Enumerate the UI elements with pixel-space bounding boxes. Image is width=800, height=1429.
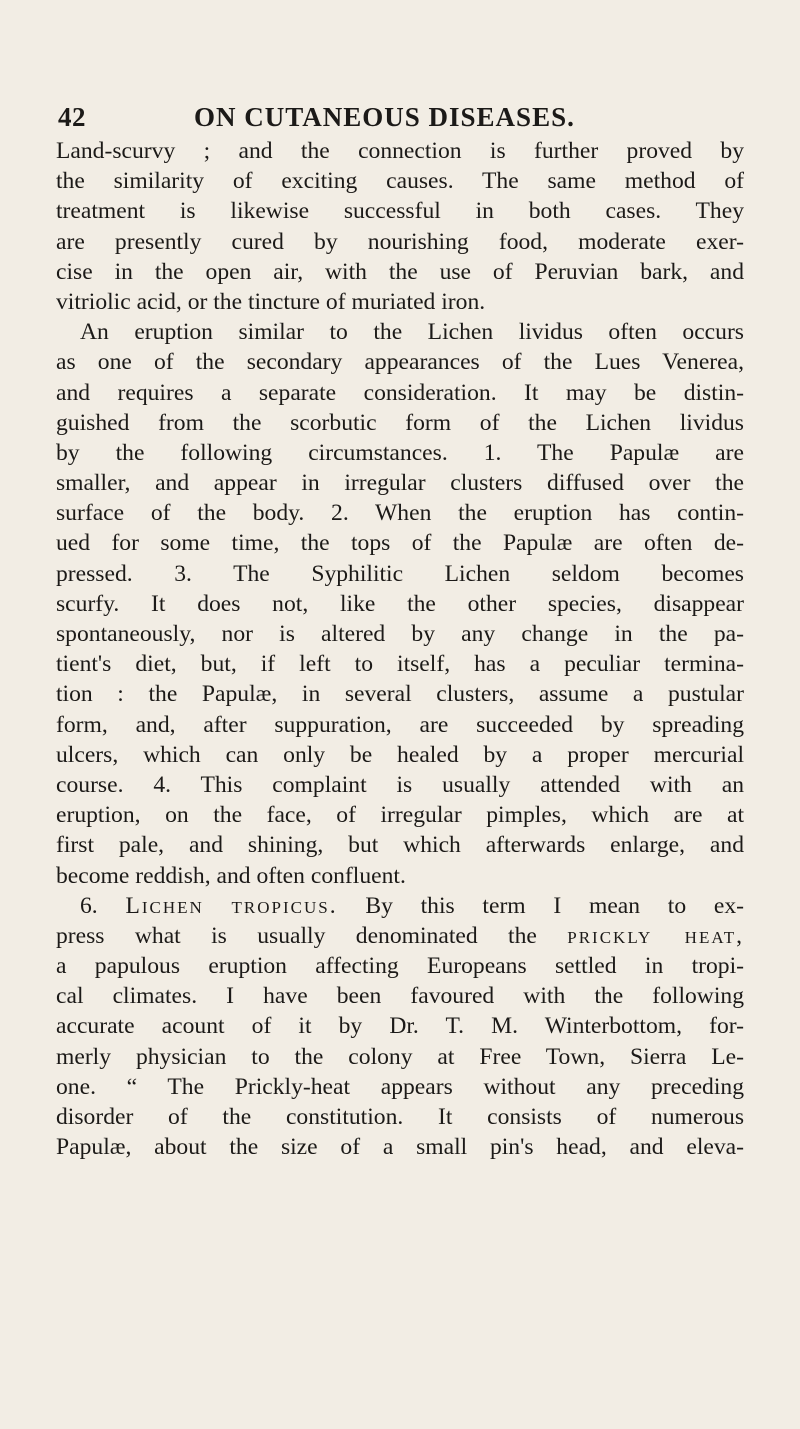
text-line: disorder of the constitution. It consists of numerous (56, 1104, 744, 1130)
text-line: first pale, and shining, but which afterwards enlarge, and (56, 832, 744, 859)
text-line: tient's diet, but, if left to itself, has a peculiar termina- (56, 651, 744, 678)
text-line: form, and, after suppuration, are succeeded by spreading (56, 711, 744, 738)
text-line: the similarity of exciting causes. The same method of (56, 168, 744, 195)
text-line: cise in the open air, with the use of Peruvian bark, and (56, 258, 744, 285)
body-text (56, 136, 744, 1162)
text-line: tion : the Papulæ, in several clusters, assume a pustular (56, 681, 744, 708)
text-line: accurate acount of it by Dr. T. M. Winterbottom, for- (56, 1013, 744, 1040)
text-line: as one of the secondary appearances of the Lues Venerea, (56, 349, 744, 376)
text-line: cal climates. I have been favoured with the following (56, 983, 744, 1010)
section-heading-line (56, 891, 744, 921)
page-number: 42 (58, 102, 86, 132)
text-line: ued for some time, the tops of the Papulæ are often de- (56, 530, 744, 557)
section-heading-species: tropicus. (231, 892, 338, 919)
text-line: scurfy. It does not, like the other species, disappear (56, 590, 744, 617)
text-segment: press what is usually denominated the (56, 922, 568, 949)
text-line: ulcers, which can only be healed by a proper mercurial (56, 741, 744, 768)
section-heading-rest: By this term I mean to ex- (337, 892, 744, 919)
text-line: are presently cured by nourishing food, moderate exer- (56, 228, 744, 255)
text-line (56, 921, 744, 951)
text-line: pressed. 3. The Syphilitic Lichen seldom becomes (56, 560, 744, 587)
text-line: surface of the body. 2. When the eruption has contin- (56, 500, 744, 527)
text-line: vitriolic acid, or the tincture of muriated iron. (56, 288, 486, 315)
paragraph-start-line: An eruption similar to the Lichen lividus often occurs (80, 319, 744, 346)
text-line: merly physician to the colony at Free Town, Sierra Le- (56, 1043, 744, 1070)
text-line: Land-scurvy ; and the connection is further proved by (56, 138, 744, 164)
text-line: become reddish, and often confluent. (56, 862, 406, 889)
text-line: treatment is likewise successful in both cases. They (56, 198, 744, 225)
text-line: smaller, and appear in irregular clusters diffused over the (56, 470, 744, 497)
text-line: guished from the scorbutic form of the Lichen lividus (56, 409, 744, 436)
text-line: by the following circumstances. 1. The Papulæ are (56, 439, 744, 466)
text-line: eruption, on the face, of irregular pimples, which are at (56, 802, 744, 829)
text-line: spontaneously, nor is altered by any change in the pa- (56, 621, 744, 647)
text-line: a papulous eruption affecting Europeans settled in tropi- (56, 953, 744, 980)
text-line: course. 4. This complaint is usually attended with an (56, 771, 744, 798)
running-title: ON CUTANEOUS DISEASES. (194, 102, 575, 132)
text-line: one. “ The Prickly-heat appears without any preceding (56, 1073, 744, 1100)
text-line: Papulæ, about the size of a small pin's head, and eleva- (56, 1134, 744, 1161)
running-head (58, 102, 758, 136)
term-prickly-heat: prickly heat, (567, 922, 744, 949)
section-heading-genus: Lichen (125, 892, 204, 919)
section-number: 6. (80, 892, 98, 919)
text-line: and requires a separate consideration. It may be distin- (56, 379, 744, 406)
